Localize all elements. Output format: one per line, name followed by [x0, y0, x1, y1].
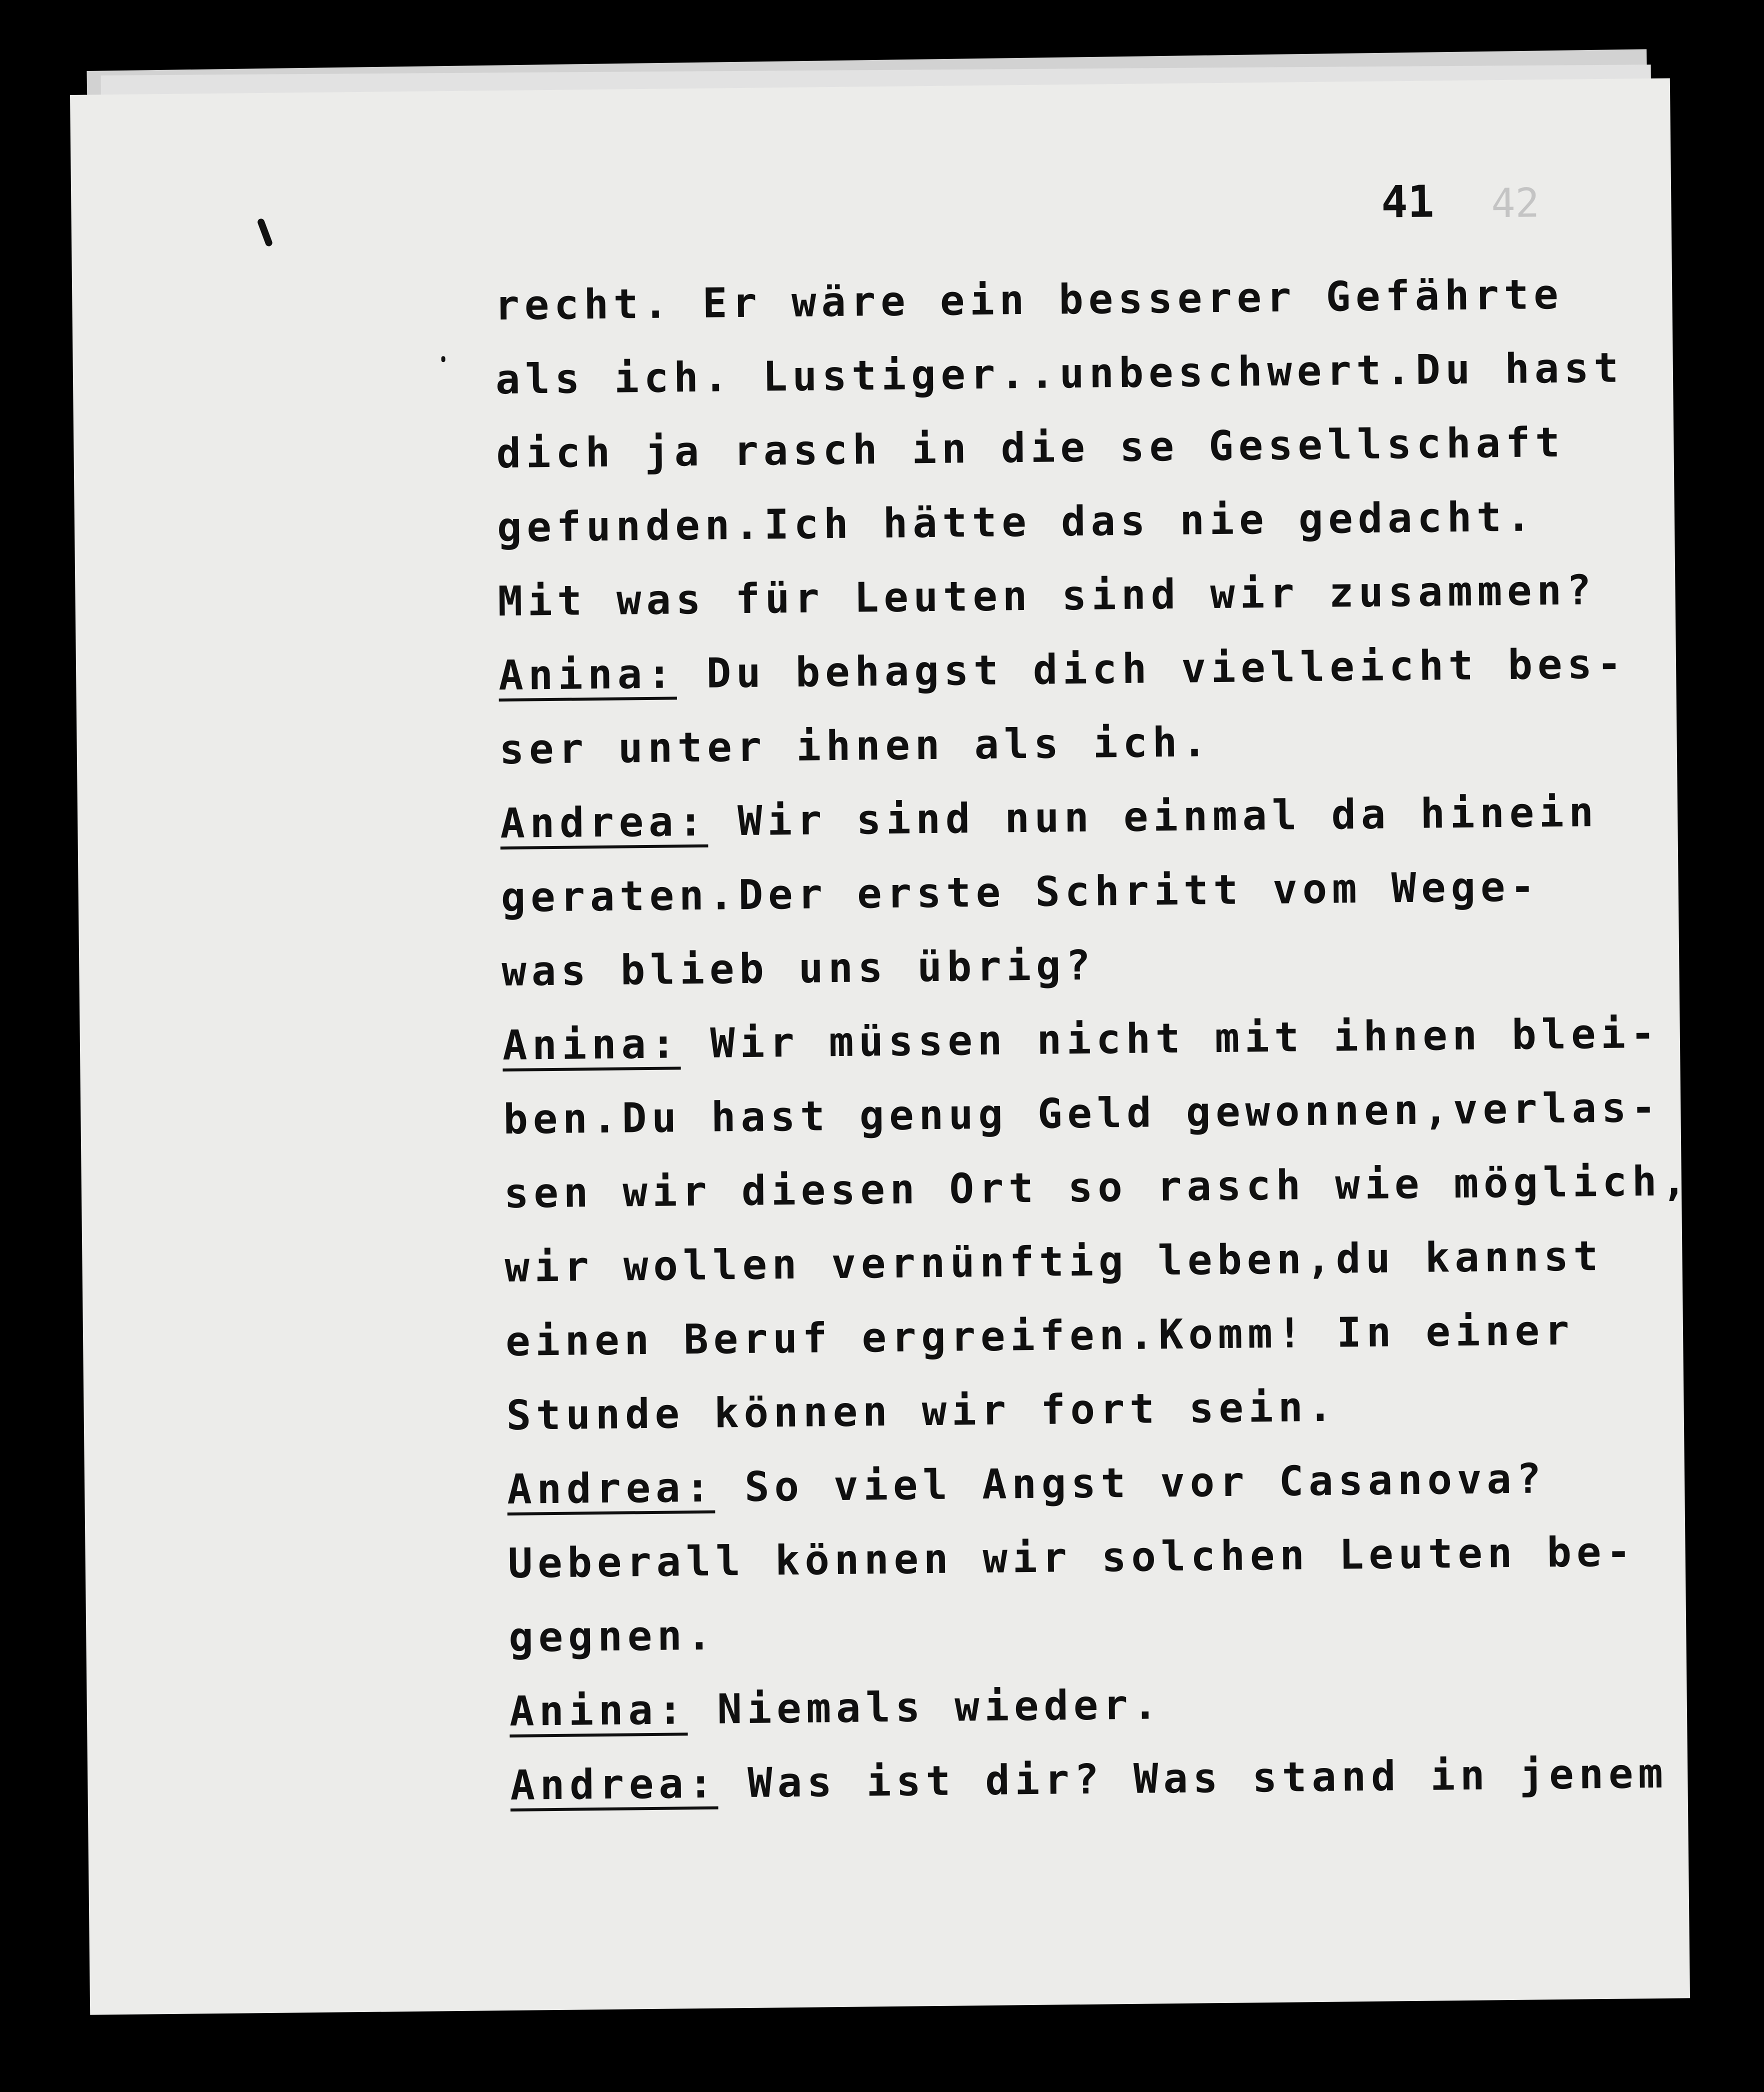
line-text: Mit was für Leuten sind wir zusammen?: [498, 566, 1596, 626]
line-text: Niemals wieder.: [687, 1681, 1163, 1734]
page-number: 41: [1380, 176, 1434, 228]
text-line: [506, 1455, 1546, 1514]
line-text: So viel Angst vor Casanova?: [714, 1455, 1546, 1512]
line-text: recht. Er wäre ein besserer Gefährte: [494, 270, 1564, 330]
line-text: Ueberall können wir solchen Leuten be-: [508, 1528, 1636, 1588]
line-text: dich ja rasch in die se Gesellschaft: [496, 418, 1566, 478]
line-text: was blieb uns übrig?: [501, 942, 1096, 996]
text-line: [505, 1306, 1574, 1366]
text-line: [508, 1528, 1636, 1588]
speaker-label: Anina:: [502, 1020, 681, 1070]
line-text: gegnen.: [508, 1612, 717, 1662]
text-line: [501, 942, 1096, 996]
text-line: [508, 1612, 717, 1662]
line-text: Du behagst dich vielleicht bes-: [676, 640, 1627, 698]
speaker-label: Andrea:: [500, 798, 708, 848]
speaker-label: Anina:: [498, 650, 677, 700]
line-text: wir wollen vernünftig leben,du kannst: [504, 1232, 1604, 1292]
line-text: Wir müssen nicht mit ihnen blei-: [680, 1010, 1660, 1068]
line-text: gefunden.Ich hätte das nie gedacht.: [496, 493, 1536, 552]
line-text: als ich. Lustiger..unbeschwert.Du hast: [495, 344, 1624, 404]
text-line: [510, 1750, 1668, 1810]
ink-speck: [256, 218, 274, 247]
line-text: sen wir diesen Ort so rasch wie möglich,: [504, 1158, 1692, 1218]
speaker-label: Andrea:: [506, 1464, 716, 1514]
line-text: Was ist dir? Was stand in jenem: [718, 1750, 1668, 1808]
ink-speck: [442, 356, 446, 362]
text-line: [503, 1084, 1662, 1144]
speaker-label: Anina:: [509, 1686, 688, 1736]
line-text: ser unter ihnen als ich.: [499, 718, 1212, 774]
text-line: [498, 640, 1627, 700]
text-line: [504, 1158, 1692, 1218]
typescript-page: [70, 78, 1690, 2014]
line-text: ben.Du hast genug Geld gewonnen,verlas-: [503, 1084, 1662, 1144]
typed-text-body: [494, 270, 1692, 1810]
line-text: Wir sind nun einmal da hinein: [708, 788, 1599, 846]
bleed-through-page-number: 42: [1490, 180, 1540, 227]
text-line: [496, 493, 1536, 552]
text-line: [502, 1010, 1660, 1070]
line-text: einen Beruf ergreifen.Komm! In einer: [505, 1306, 1574, 1366]
text-line: [500, 863, 1540, 922]
text-line: [499, 718, 1212, 774]
text-line: [504, 1232, 1604, 1292]
text-line: [498, 566, 1596, 626]
line-text: Stunde können wir fort sein.: [506, 1383, 1338, 1440]
text-line: [495, 344, 1624, 404]
speaker-label: Andrea:: [510, 1760, 718, 1810]
line-text: geraten.Der erste Schritt vom Wege-: [500, 863, 1540, 922]
text-line: [500, 788, 1599, 848]
text-line: [496, 418, 1566, 478]
text-line: [509, 1681, 1163, 1736]
text-line: [494, 270, 1564, 330]
text-line: [506, 1383, 1338, 1440]
